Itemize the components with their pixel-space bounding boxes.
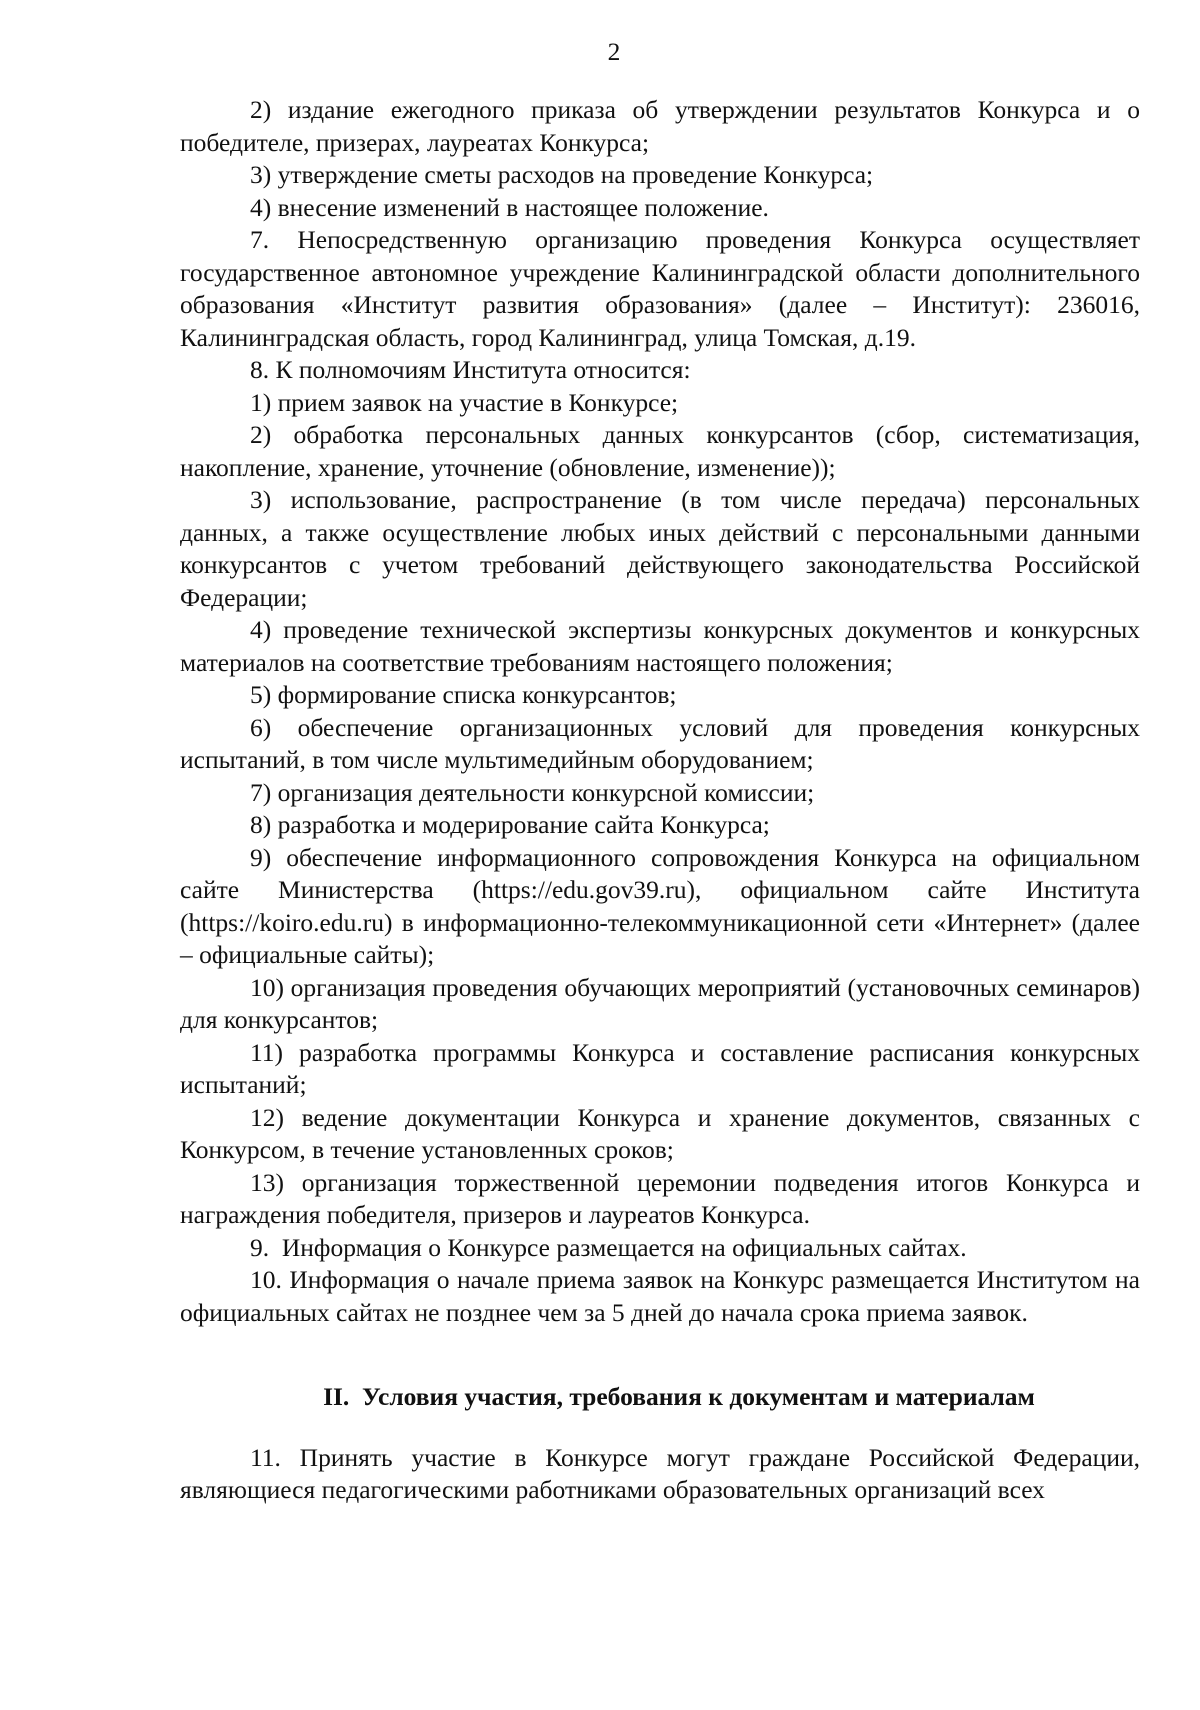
section-heading-wrap xyxy=(180,1381,1140,1414)
document-body xyxy=(180,94,1140,1507)
list-item-4: 4) проведение технической экспертизы конкурсных документов и конкурсных материалов на соответствие требованиям настоящего положения; xyxy=(180,615,1140,677)
list-item-11: 11) разработка программы Конкурса и составление расписания конкурсных испытаний; xyxy=(180,1037,1140,1099)
list-item-12: 12) ведение документации Конкурса и хранение документов, связанных с Конкурсом, в течение установленных сроков; xyxy=(180,1102,1140,1164)
paragraph-item-4-amendments: 4) внесение изменений в настоящее положение. xyxy=(250,192,769,222)
list-item-9: 9) обеспечение информационного сопровождения Конкурса на официальном сайте Министерства (https://edu.gov39.ru), официальном сайте Института (https://koiro.edu.ru) в информационно-телекоммуникационной сети «Интернет» (далее – официальные сайты); xyxy=(180,842,1140,969)
paragraph-clause-7: 7. Непосредственную организацию проведения Конкурса осуществляет государственное автономное учреждение Калининградской области дополнительного образования «Институт развития образования» (далее – Институт): 236016, Калининградская область, город Калининград, улица Томская, д.19. xyxy=(180,225,1140,352)
list-item-5: 5) формирование списка конкурсантов; xyxy=(250,680,677,709)
paragraph-item-3-budget: 3) утверждение сметы расходов на проведение Конкурса; xyxy=(250,160,874,189)
list-item-1: 1) прием заявок на участие в Конкурсе; xyxy=(250,387,679,417)
list-item-6: 6) обеспечение организационных условий для проведения конкурсных испытаний, в том числе мультимедийным оборудованием; xyxy=(180,712,1140,774)
paragraph-item-2-order: 2) издание ежегодного приказа об утверждении результатов Конкурса и о победителе, призерах, лауреатах Конкурса; xyxy=(180,95,1140,157)
paragraph-clause-9: 9. Информация о Конкурсе размещается на официальных сайтах. xyxy=(250,1232,967,1262)
section-heading: II. Условия участия, требования к документам и материалам xyxy=(323,1382,1035,1411)
list-item-13: 13) организация торжественной церемонии подведения итогов Конкурса и награждения победителя, призеров и лауреатов Конкурса. xyxy=(180,1167,1140,1229)
page-number: 2 xyxy=(607,37,621,66)
list-item-8: 8) разработка и модерирование сайта Конкурса; xyxy=(250,810,770,839)
paragraph-clause-8: 8. К полномочиям Института относится: xyxy=(250,355,691,384)
paragraph-clause-10: 10. Информация о начале приема заявок на Конкурс размещается Институтом на официальных сайтах не позднее чем за 5 дней до начала срока приема заявок. xyxy=(180,1265,1140,1327)
list-item-10: 10) организация проведения обучающих мероприятий (установочных семинаров) для конкурсантов; xyxy=(180,972,1140,1034)
list-item-2: 2) обработка персональных данных конкурсантов (сбор, систематизация, накопление, хранение, уточнение (обновление, изменение)); xyxy=(180,420,1140,482)
list-item-7: 7) организация деятельности конкурсной комиссии; xyxy=(250,777,815,807)
paragraph-clause-11: 11. Принять участие в Конкурсе могут граждане Российской Федерации, являющиеся педагогическими работниками образовательных организаций всех xyxy=(180,1442,1140,1504)
list-item-3: 3) использование, распространение (в том числе передача) персональных данных, а также осуществление любых иных действий с персональными данными конкурсантов с учетом требований действующего законодательства Российской Федерации; xyxy=(180,485,1140,612)
